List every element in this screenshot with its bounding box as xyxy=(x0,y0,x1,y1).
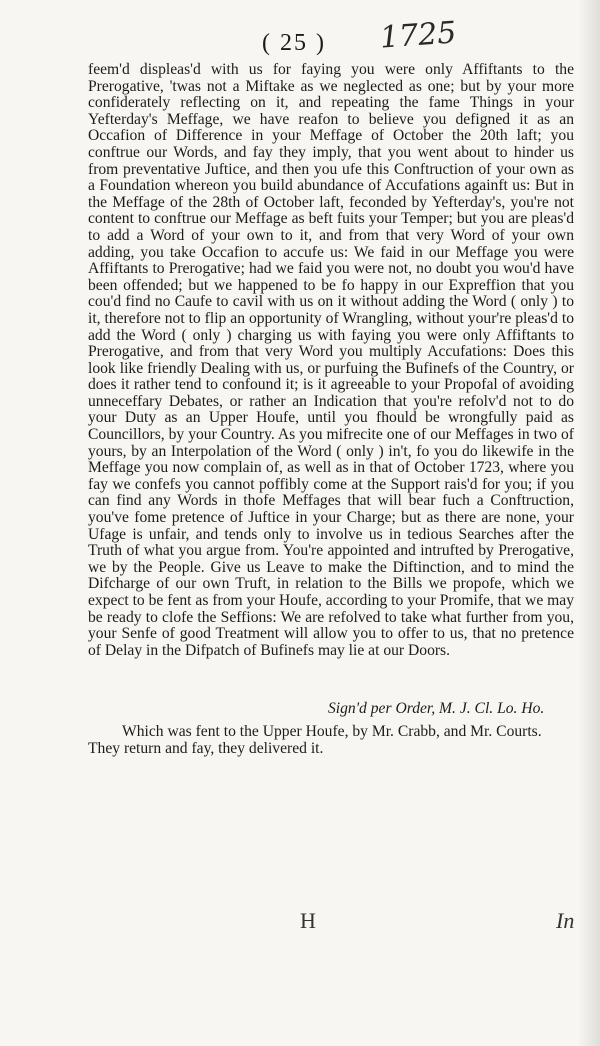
printer-signature-mark: H xyxy=(300,908,316,933)
body-paragraph: feem'd displeas'd with us for faying you were only Affiftants to the Prerogative, 'twas not a Miftake as we neglected as one; but by your more confiderately reflecting on it, and repeating the fame Things in your Yefterday's Meffage, we have reafon to believe you defigned it as an Occafion of Difference in your Meffage of October the 20th laft; you conftrue our Words, and fay they imply, that you went about to hinder us from preventative Juftice, and then you ufe this Conftruction of your own as a Foundation whereon you build abundance of Accufations againft us: But in the Meffage of the 28th of October laft, feconded by Yefterday's, you're not content to conftrue our Meffage as beft fuits your Temper; but you are pleas'd to add a Word of your own to it, and from that very Word of your own adding, you take Occafion to accufe us: We faid in our Meffage you were Affiftants to Prerogative; had we faid you were not, no doubt you wou'd have been offended; but we happened to be fo happy in our Expreffion that you cou'd find no Caufe to cavil with us on it without adding the Word ( only ) to it, therefore not to flip an opportunity of Wrangling, without your're pleas'd to add the Word ( only ) charging us with faying you were only Affiftants to Prerogative, and from that very Word you multiply Accufations: Does this look like friendly Dealing with us, or purfuing the Bufinefs of the Country, or does it rather tend to confound it; is it agreeable to your Propofal of avoiding unneceffary Debates, or rather an Indication that you're refolv'd not to do your Duty as an Upper Houfe, until you fhould be wrongfully paid as Councillors, by your Country. As you mifrecite one of our Meffages in two of yours, by an Interpolation of the Word ( only ) in't, fo you do likewife in the Meffage you now complain of, as well as in that of October 1723, where you fay we confefs you cannot poffibly come at the Support rais'd for you; if you can find any Words in thofe Meffages that will bear fuch a Conftruction, you've fome pretence of Juftice in your Charge; but as there are none, your Ufage is unfair, and tends only to involve us in tedious Searches after the Truth of what you argue from. You're appointed and intrufted by Prerogative, we by the People. Give us Leave to make the Diftinction, and to mind the Difcharge of our own Truft, in relation to the Bills we propofe, which we expect to be fent as from your Houfe, according to your Promife, that we may be ready to clofe the Seffions: We are refolved to take what further from you, your Senfe of good Treatment will allow you to offer to us, that no pretence of Delay in the Difpatch of Bufinefs may lie at our Doors. xyxy=(88,61,574,659)
page-edge-shadow xyxy=(578,0,600,1046)
page-number: ( 25 ) xyxy=(262,30,326,56)
signature-line: Sign'd per Order, M. J. Cl. Lo. Ho. xyxy=(328,700,545,717)
closing-paragraph: Which was fent to the Upper Houfe, by Mr. Crabb, and Mr. Courts. They return and fay, they delivered it. xyxy=(88,723,542,757)
handwritten-year-annotation: 1725 xyxy=(378,15,458,56)
closing-text xyxy=(88,724,574,757)
catchword: In xyxy=(556,908,575,933)
body-text xyxy=(88,62,574,659)
